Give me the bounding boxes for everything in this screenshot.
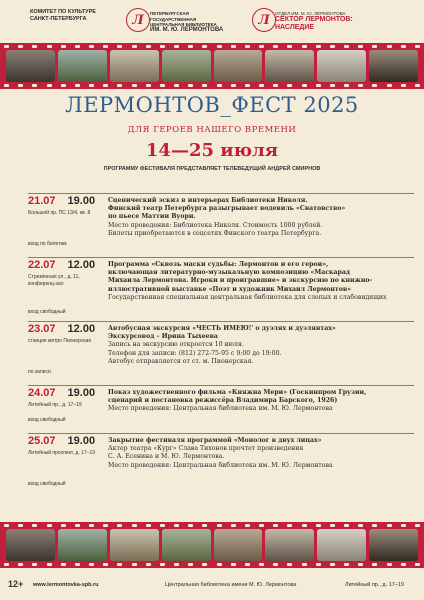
event-description-line: Место проведения: Центральная библиотека им. М. Ю. Лермонтова bbox=[108, 461, 333, 469]
film-frame-portrait-2 bbox=[265, 50, 314, 82]
film-frame-portrait bbox=[6, 50, 55, 82]
event-description-line: С. А. Есенина и М. Ю. Лермонтова. bbox=[108, 453, 225, 461]
festival-dates: 14—25 июля bbox=[145, 140, 279, 161]
film-frame-portrait-3 bbox=[369, 529, 418, 561]
event-description-line: Государственная специальная центральная библиотека для слепых и слабовидящих bbox=[108, 293, 387, 301]
event-divider bbox=[28, 193, 414, 194]
age-rating: 12+ bbox=[8, 579, 24, 589]
event-date: 23.07 bbox=[28, 323, 56, 335]
sector-name-top: ОТДЕЛ ИМ. М. Ю. ЛЕРМОНТОВА bbox=[275, 11, 346, 16]
event-divider bbox=[28, 257, 414, 258]
event-admission: по записи bbox=[28, 369, 51, 375]
footer-address: Литейный пр., д. 17–19 bbox=[344, 582, 404, 588]
event-date: 21.07 bbox=[28, 195, 56, 207]
film-frame-park bbox=[58, 50, 107, 82]
event-admission: вход свободный bbox=[28, 309, 66, 315]
event-place: Большой пр. ПС 13/4, кв. 8 bbox=[28, 210, 91, 216]
film-frame-crowd bbox=[214, 50, 263, 82]
event-place: Стремянная ул., д. 11, конференц-зал bbox=[28, 274, 80, 287]
event-description bbox=[108, 261, 412, 302]
event-description-line: Актер театра «Кург» Слава Тихонов прочтет произведения bbox=[108, 445, 304, 453]
sector-logo: Л bbox=[252, 8, 276, 32]
library-name-top: ПЕТЕРБУРГСКАЯ ГОСУДАРСТВЕННАЯ ЦЕНТРАЛЬНАЯ БИБЛИОТЕКА bbox=[150, 11, 217, 27]
event-when bbox=[28, 435, 95, 447]
film-frame-portrait-2 bbox=[265, 529, 314, 561]
footer bbox=[0, 574, 424, 600]
event-description-line: Показ художественного фильма «Княжна Мери» (Госкинпром Грузии, bbox=[108, 389, 367, 396]
event-divider bbox=[28, 321, 414, 322]
library-name bbox=[150, 11, 230, 33]
film-frame-landscape bbox=[110, 529, 159, 561]
library-logo: Л bbox=[126, 8, 150, 32]
event-description-line: Место проведения: Центральная библиотека им. М. Ю. Лермонтова bbox=[108, 405, 333, 413]
event-date: 22.07 bbox=[28, 259, 56, 271]
event-time: 19.00 bbox=[67, 387, 96, 399]
event-description-line: Сценический эскиз в интерьерах Библиотеки Николя. bbox=[108, 197, 308, 204]
event-description-line: по пьесе Маттии Вуори. bbox=[108, 213, 196, 221]
event-description bbox=[108, 325, 412, 366]
event-admission: вход свободный bbox=[28, 417, 66, 423]
film-frame-portrait-3 bbox=[369, 50, 418, 82]
event-description-line: иллюстративной выставке «Поэт и художник Михаил Лермонтов» bbox=[108, 285, 352, 293]
event-description-line: Программа «Сквозь маски судьбы: Лермонтов и его герои», bbox=[108, 261, 329, 268]
event-description-line: Финский театр Петербурга разыгрывает водевиль «Сватовство» bbox=[108, 205, 346, 213]
film-frame-portrait bbox=[6, 529, 55, 561]
event-time: 12.00 bbox=[67, 323, 96, 335]
event-description bbox=[108, 197, 412, 238]
event-description bbox=[108, 437, 412, 470]
event-date: 24.07 bbox=[28, 387, 56, 399]
event-time: 19.00 bbox=[67, 435, 96, 447]
event-description bbox=[108, 389, 412, 414]
event-description-line: Автобус отправляется от ст. м. Пионерская. bbox=[108, 357, 254, 365]
film-frame-landscape bbox=[110, 50, 159, 82]
sector-name bbox=[275, 11, 375, 31]
library-name-main: ИМ. М. Ю. ЛЕРМОНТОВА bbox=[150, 26, 224, 33]
event-place: станция метро Пионерская bbox=[28, 338, 92, 344]
header bbox=[0, 0, 424, 48]
film-frame-crowd bbox=[214, 529, 263, 561]
event-admission: вход по билетам bbox=[28, 241, 67, 247]
festival-title: ЛЕРМОНТОВ_ФЕСТ 2025 bbox=[65, 93, 359, 117]
event-when bbox=[28, 259, 95, 271]
committee-name: КОМИТЕТ ПО КУЛЬТУРЕ САНКТ-ПЕТЕРБУРГА bbox=[30, 9, 96, 22]
event-description-line: включающая литературно-музыкальную композицию «Маскарад bbox=[108, 269, 350, 277]
film-frame-statue bbox=[317, 529, 366, 561]
event-description-line: Запись на экскурсию откроется 10 июля. bbox=[108, 341, 244, 349]
film-frame-garden bbox=[162, 529, 211, 561]
event-time: 19.00 bbox=[67, 195, 96, 207]
film-strip-bottom bbox=[0, 522, 424, 568]
event-description-line: Михаила Лермонтова. Игроки и проигравшие» и экскурсию по книжно- bbox=[108, 277, 373, 285]
event-place: Литейный проспект, д. 17–19 bbox=[28, 450, 96, 456]
festival-subtitle: ДЛЯ ГЕРОЕВ НАШЕГО ВРЕМЕНИ bbox=[127, 125, 297, 135]
sector-name-main: СЕКТОР ЛЕРМОНТОВ: НАСЛЕДИЕ bbox=[275, 16, 353, 31]
event-description-line: Автобусная экскурсия «ЧЕСТЬ ИМЕЮ!' о дуэлях и дуэлянтах» bbox=[108, 325, 336, 332]
website-link[interactable]: www.lermontovka-spb.ru bbox=[33, 582, 99, 588]
presenter-note: ПРОГРАММУ ФЕСТИВАЛЯ ПРЕДСТАВЛЯЕТ ТЕЛЕВЕДУЩИЙ АНДРЕЙ СМИРНОВ bbox=[103, 166, 321, 172]
film-strip-top bbox=[0, 43, 424, 89]
event-description-line: Телефон для записи: (812) 272-75-95 с 9:00 до 19:00. bbox=[108, 349, 282, 357]
film-frame-park bbox=[58, 529, 107, 561]
event-description-line: Закрытие фестиваля программой «Монолог в двух лицах» bbox=[108, 437, 322, 444]
event-description-line: Билеты приобретаются в соцсетях Финского театра Петербурга. bbox=[108, 229, 322, 237]
event-when bbox=[28, 387, 95, 399]
event-when bbox=[28, 323, 95, 335]
event-description-line: Экскурсовод – Ирина Тыхеева bbox=[108, 333, 218, 341]
film-frame-garden bbox=[162, 50, 211, 82]
event-divider bbox=[28, 385, 414, 386]
event-description-line: сценарий и постановка режиссёра Владимира Барского, 1926) bbox=[108, 397, 338, 405]
footer-library: Центральная библиотека имени М. Ю. Лермонтова bbox=[165, 582, 297, 588]
event-date: 25.07 bbox=[28, 435, 56, 447]
film-frame-statue bbox=[317, 50, 366, 82]
event-divider bbox=[28, 433, 414, 434]
event-description-line: Место проведения: Библиотека Николя. Стоимость 1000 рублей. bbox=[108, 221, 323, 229]
event-when bbox=[28, 195, 95, 207]
event-time: 12.00 bbox=[67, 259, 96, 271]
event-admission: вход свободный bbox=[28, 481, 66, 487]
event-place: Литейный пр., д. 17–19 bbox=[28, 402, 82, 408]
